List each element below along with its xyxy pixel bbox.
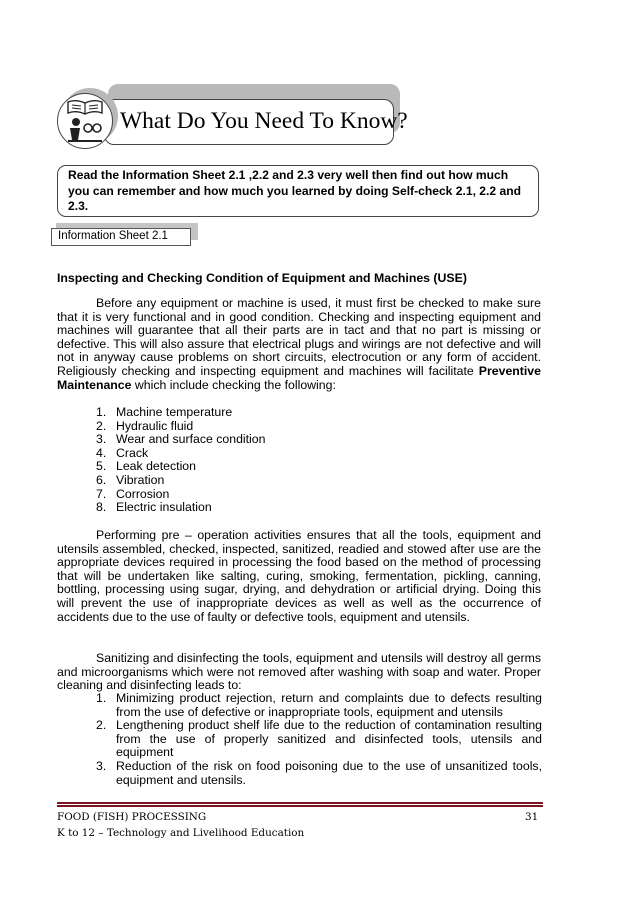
paragraph-text: Before any equipment or machine is used, it must first be checked to make sure that it is very functional and in good condition. Checking and inspecting equipment and machines will guarantee that all their parts are in tact and that no part is missing or defective. This will also assure that electrical plugs and wirings are not defective and will not in anyway cause problems on short circuits, electrocution or any form of accident. Religiously checking and inspecting equipment and machines will facilitate xyxy=(57,296,541,378)
benefits-list xyxy=(96,692,542,787)
list-item-text: Corrosion xyxy=(116,486,170,501)
list-number: 8. xyxy=(96,500,107,515)
list-item xyxy=(96,420,542,434)
reading-person-icon xyxy=(64,98,106,149)
list-item-text: Leak detection xyxy=(116,459,196,474)
list-item-text: Crack xyxy=(116,445,149,460)
list-number: 3. xyxy=(96,758,107,773)
list-number: 5. xyxy=(96,459,107,474)
list-item xyxy=(96,447,542,461)
list-item-text: Lengthening product shelf life due to the reduction of contamination resulting from the use of properly sanitized and disinfected tools, utensils and equipment xyxy=(116,718,542,760)
page-number: 31 xyxy=(525,811,539,823)
paragraph-pre-operation xyxy=(57,529,541,624)
instruction-text xyxy=(68,168,533,215)
list-number: 3. xyxy=(96,432,107,447)
list-number: 4. xyxy=(96,445,107,460)
page-title: What Do You Need To Know? xyxy=(120,108,408,134)
list-item-text: Minimizing product rejection, return and complaints due to defects resulting from the use of defective or inappropriate tools, equipment and utensils xyxy=(116,691,542,719)
footer-rule xyxy=(57,805,543,807)
list-number: 1. xyxy=(96,691,107,705)
paragraph-text: which include checking the following: xyxy=(131,377,336,392)
list-item xyxy=(96,719,542,760)
section-heading: Inspecting and Checking Condition of Equipment and Machines (USE) xyxy=(57,271,467,285)
list-item-text: Machine temperature xyxy=(116,405,233,419)
footer-program: K to 12 – Technology and Livelihood Education xyxy=(57,827,305,839)
list-item xyxy=(96,433,542,447)
list-item xyxy=(96,692,542,719)
list-item-text: Vibration xyxy=(116,472,165,487)
list-number: 2. xyxy=(96,418,107,433)
footer-subject: FOOD (FISH) PROCESSING xyxy=(57,811,207,823)
list-item xyxy=(96,406,542,420)
paragraph-text: Performing pre – operation activities ensures that all the tools, equipment and utensils assembled, checked, inspected, sanitized, readied and stowed after use are the appropriate devices required in processing the food based on the method of processing that will be undertaken like salting, curing, smoking, fermentation, pickling, canning, bottling, processing using sugar, drying, and dehydration or artificial drying. Doing this will prevent the use of inappropriate devices as well as well as the occurrence of accidents due to the use of faulty or defective tools, equipment and utensils. xyxy=(57,528,541,624)
list-item xyxy=(96,488,542,502)
list-item-text: Wear and surface condition xyxy=(116,432,266,447)
paragraph-sanitizing xyxy=(57,652,541,693)
list-item-text: Hydraulic fluid xyxy=(116,418,194,433)
list-number: 6. xyxy=(96,472,107,487)
instruction-line: Read the Information Sheet 2.1 ,2.2 and 2.3 very well then find out how much xyxy=(68,168,509,182)
list-item xyxy=(96,760,542,787)
info-sheet-label: Information Sheet 2.1 xyxy=(58,230,168,242)
checklist xyxy=(96,406,542,515)
footer-rule xyxy=(57,802,543,804)
list-number: 7. xyxy=(96,486,107,501)
list-item xyxy=(96,501,542,515)
paragraph-preventive-maintenance xyxy=(57,297,541,392)
list-item xyxy=(96,474,542,488)
list-item-text: Electric insulation xyxy=(116,500,212,515)
list-number: 2. xyxy=(96,718,107,733)
instruction-line: 2.3. xyxy=(68,199,89,213)
list-item xyxy=(96,460,542,474)
list-number: 1. xyxy=(96,405,107,419)
instruction-line: you can remember and how much you learned by doing Self-check 2.1, 2.2 and xyxy=(68,183,521,198)
list-item-text: Reduction of the risk on food poisoning due to the use of unsanitized tools, equipment and utensils. xyxy=(116,758,542,787)
paragraph-text: Sanitizing and disinfecting the tools, equipment and utensils will destroy all germs and microorganisms which were not removed after washing with soap and water. Proper cleaning and disinfecting leads to: xyxy=(57,651,541,693)
emphasis-text: Preventive Maintenance xyxy=(57,363,541,392)
